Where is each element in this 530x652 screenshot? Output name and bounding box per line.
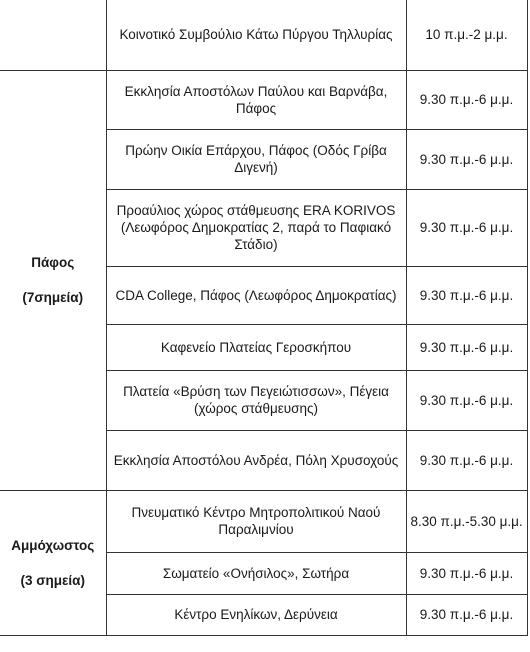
region-name: Πάφος — [31, 255, 75, 270]
hours-cell: 9.30 π.μ.-6 μ.μ. — [406, 370, 527, 430]
hours-cell: 9.30 π.μ.-6 μ.μ. — [406, 552, 527, 594]
region-cell-empty — [0, 0, 106, 70]
location-cell: Κέντρο Ενηλίκων, Δερύνεια — [106, 594, 406, 635]
region-count: (3 σημεία) — [20, 572, 85, 588]
hours-cell: 9.30 π.μ.-6 μ.μ. — [406, 266, 527, 324]
table-row — [0, 70, 527, 129]
location-cell: Καφενείο Πλατείας Γεροσκήπου — [106, 324, 406, 370]
location-cell: Πνευματικό Κέντρο Μητροπολιτικού Ναού Παραλιμνίου — [106, 490, 406, 552]
location-cell: Πλατεία «Βρύση των Πεγειώτισσων», Πέγεια (χώρος στάθμευσης) — [106, 370, 406, 430]
region-count: (7σημεία) — [22, 290, 84, 305]
region-cell-ammochostos — [0, 490, 106, 635]
hours-cell: 9.30 π.μ.-6 μ.μ. — [406, 594, 527, 635]
table-row — [0, 0, 527, 70]
hours-cell: 9.30 π.μ.-6 μ.μ. — [406, 129, 527, 189]
location-cell: Εκκλησία Αποστόλων Παύλου και Βαρνάβα, Πάφος — [106, 70, 406, 129]
hours-cell: 9.30 π.μ.-6 μ.μ. — [406, 189, 527, 266]
table-row — [0, 490, 527, 552]
hours-cell: 8.30 π.μ.-5.30 μ.μ. — [406, 490, 527, 552]
hours-cell: 9.30 π.μ.-6 μ.μ. — [406, 430, 527, 490]
location-cell: Πρώην Οικία Επάρχου, Πάφος (Οδός Γρίβα Διγενή) — [106, 129, 406, 189]
location-cell: Προαύλιος χώρος στάθμευσης ERA KORIVOS (Λεωφόρος Δημοκρατίας 2, παρά το Παφιακό Στάδιο) — [106, 189, 406, 266]
region-name: Αμμόχωστος — [11, 537, 95, 553]
hours-cell: 10 π.μ.-2 μ.μ. — [406, 0, 527, 70]
hours-cell: 9.30 π.μ.-6 μ.μ. — [406, 70, 527, 129]
location-cell: Εκκλησία Αποστόλου Ανδρέα, Πόλη Χρυσοχούς — [106, 430, 406, 490]
location-cell: Κοινοτικό Συμβούλιο Κάτω Πύργου Τηλλυρίας — [106, 0, 406, 70]
region-cell-pafos — [0, 70, 106, 490]
location-cell: CDA College, Πάφος (Λεωφόρος Δημοκρατίας) — [106, 266, 406, 324]
location-cell: Σωματείο «Ονήσιλος», Σωτήρα — [106, 552, 406, 594]
hours-cell: 9.30 π.μ.-6 μ.μ. — [406, 324, 527, 370]
